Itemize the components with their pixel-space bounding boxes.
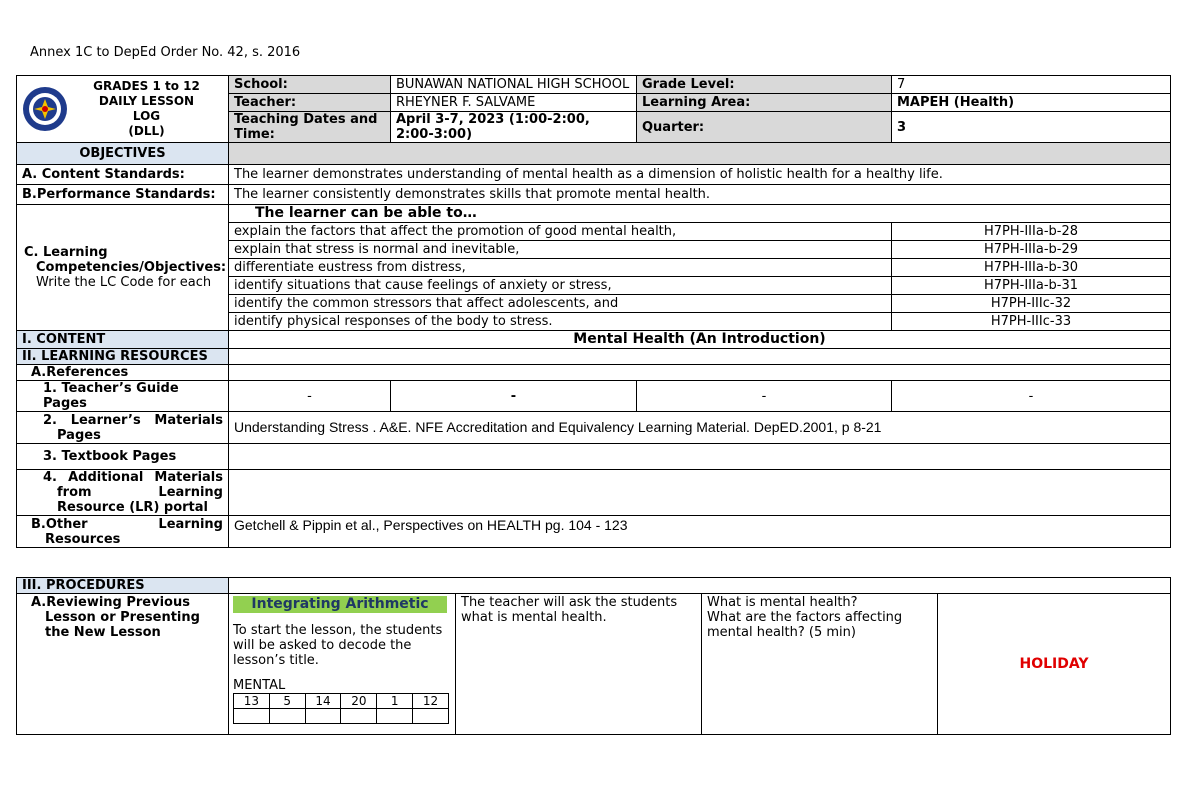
other-resources-value: Getchell & Pippin et al., Perspectives on HEALTH pg. 104 - 123 [229, 516, 1171, 548]
competency-code: H7PH-IIIa-b-31 [892, 277, 1171, 295]
decode-number: 12 [413, 694, 449, 709]
content-standards-value: The learner demonstrates understanding of mental health as a dimension of holistic health for a healthy life. [229, 165, 1171, 185]
decode-grid [233, 693, 449, 724]
grade-level-value: 7 [892, 76, 1171, 94]
day3-question: What are the factors affecting mental health? (5 min) [707, 610, 903, 640]
references-label: A.References [17, 365, 229, 381]
dll-title-cell [17, 76, 229, 143]
competency-code: H7PH-IIIc-33 [892, 313, 1171, 331]
lc-code-instruction: Write the LC Code for each [36, 275, 212, 290]
competency-code: H7PH-IIIc-32 [892, 295, 1171, 313]
teacher-label: Teacher: [229, 94, 391, 112]
competencies-intro: The learner can be able to… [229, 205, 1171, 223]
annex-reference: Annex 1C to DepEd Order No. 42, s. 2016 [30, 45, 301, 60]
content-section-label: I. CONTENT [17, 331, 229, 349]
performance-standards-value: The learner consistently demonstrates skills that promote mental health. [229, 185, 1171, 205]
teachers-guide-value: - [391, 381, 637, 412]
objectives-heading-fill [229, 143, 1171, 165]
learning-resources-fill [229, 349, 1171, 365]
arith-instruction: To start the lesson, the students will be asked to decode the lesson’s title. [233, 623, 443, 668]
day4-activity [938, 594, 1171, 735]
decode-answer-box[interactable] [234, 709, 270, 724]
performance-standards-label: B.Performance Standards: [17, 185, 229, 205]
learning-competencies-label: C. Learning Competencies/Objectives: [24, 245, 227, 275]
learners-materials-label: 2. Learner’s Materials Pages [17, 412, 229, 444]
additional-materials-value [229, 470, 1171, 516]
competency-code: H7PH-IIIa-b-28 [892, 223, 1171, 241]
textbook-pages-value [229, 444, 1171, 470]
decode-answer-box[interactable] [269, 709, 305, 724]
decode-answer-box[interactable] [377, 709, 413, 724]
holiday-label: HOLIDAY [1019, 655, 1089, 672]
procedures-table [16, 577, 1171, 735]
textbook-pages-label: 3. Textbook Pages [17, 444, 229, 470]
competency-text: differentiate eustress from distress, [229, 259, 892, 277]
decode-number: 1 [377, 694, 413, 709]
teaching-dates-value: April 3-7, 2023 (1:00-2:00, 2:00-3:00) [391, 112, 637, 143]
day1-activity [229, 594, 456, 735]
decode-number: 14 [305, 694, 341, 709]
content-title: Mental Health (An Introduction) [229, 331, 1171, 349]
learning-area-label: Learning Area: [637, 94, 892, 112]
school-label: School: [229, 76, 391, 94]
references-fill [229, 365, 1171, 381]
teacher-value: RHEYNER F. SALVAME [391, 94, 637, 112]
teachers-guide-label: 1. Teacher’s Guide Pages [17, 381, 229, 412]
day3-question: What is mental health? [707, 595, 858, 610]
grade-level-label: Grade Level: [637, 76, 892, 94]
competency-code: H7PH-IIIa-b-29 [892, 241, 1171, 259]
teachers-guide-value: - [637, 381, 892, 412]
learning-area-value: MAPEH (Health) [892, 94, 1171, 112]
competency-code: H7PH-IIIa-b-30 [892, 259, 1171, 277]
quarter-label: Quarter: [637, 112, 892, 143]
procedures-fill [229, 578, 1171, 594]
other-resources-label: B.Other Learning Resources [17, 516, 229, 548]
decode-answer-box[interactable] [341, 709, 377, 724]
learning-competencies-label-cell [17, 205, 229, 331]
decode-answer-box[interactable] [305, 709, 341, 724]
decode-answer-box[interactable] [413, 709, 449, 724]
procedures-label: III. PROCEDURES [17, 578, 229, 594]
teachers-guide-value: - [229, 381, 391, 412]
additional-materials-label: 4. Additional Materials from Learning Resource (LR) portal [17, 470, 229, 516]
competency-text: identify the common stressors that affect adolescents, and [229, 295, 892, 313]
quarter-value: 3 [892, 112, 1171, 143]
learning-resources-label: II. LEARNING RESOURCES [17, 349, 229, 365]
day2-activity: The teacher will ask the students what is mental health. [456, 594, 702, 735]
dll-title-line: GRADES 1 to 12 [93, 79, 200, 93]
decode-number: 20 [341, 694, 377, 709]
competency-text: explain that stress is normal and inevitable, [229, 241, 892, 259]
deped-seal-icon [21, 85, 69, 133]
competency-text: identify physical responses of the body to stress. [229, 313, 892, 331]
teaching-dates-label: Teaching Dates and Time: [229, 112, 391, 143]
school-value: BUNAWAN NATIONAL HIGH SCHOOL [391, 76, 637, 94]
dll-main-table [16, 75, 1171, 548]
decode-number: 5 [269, 694, 305, 709]
competency-text: identify situations that cause feelings of anxiety or stress, [229, 277, 892, 295]
dll-title-line: LOG [132, 109, 161, 123]
reviewing-lesson-label: A.Reviewing Previous Lesson or Presenting the New Lesson [17, 594, 229, 735]
competency-text: explain the factors that affect the promotion of good mental health, [229, 223, 892, 241]
dll-title-line: DAILY LESSON [98, 94, 195, 108]
day3-activity [702, 594, 938, 735]
decode-number: 13 [234, 694, 270, 709]
integrating-arithmetic-banner: Integrating Arithmetic [233, 596, 447, 613]
objectives-heading: OBJECTIVES [17, 143, 229, 165]
decode-word: MENTAL [233, 678, 286, 693]
learners-materials-value: Understanding Stress . A&E. NFE Accreditation and Equivalency Learning Material. DepED.2001, p 8-21 [229, 412, 1171, 444]
teachers-guide-value: - [892, 381, 1171, 412]
dll-title-line: (DLL) [128, 124, 165, 138]
content-standards-label: A. Content Standards: [17, 165, 229, 185]
